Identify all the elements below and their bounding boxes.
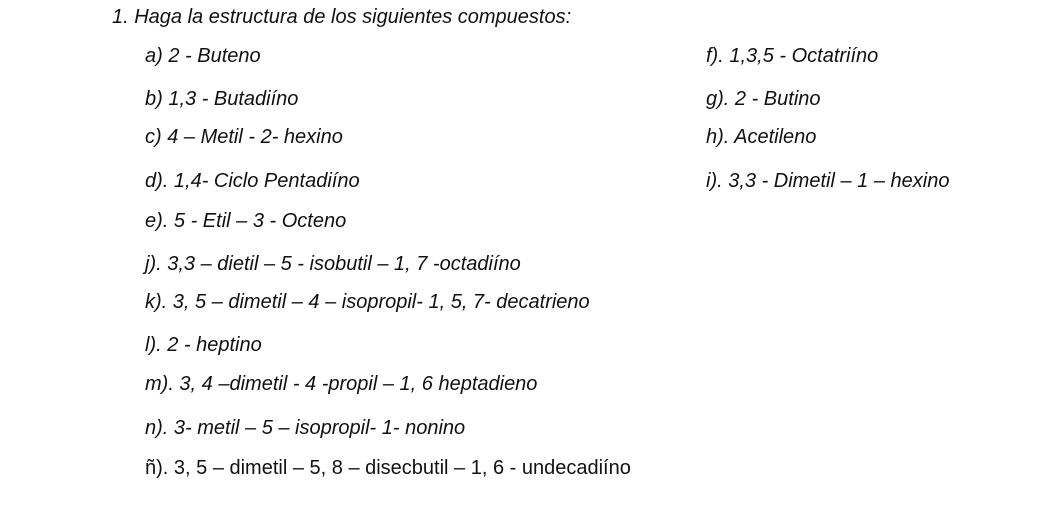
compound-item-b: b) 1,3 - Butadiíno (145, 88, 299, 110)
compound-item-j: j). 3,3 – dietil – 5 - isobutil – 1, 7 -octadiíno (145, 253, 521, 275)
compound-item-l: l). 2 - heptino (145, 334, 262, 356)
compound-item-c: c) 4 – Metil - 2- hexino (145, 126, 343, 148)
compound-item-g: g). 2 - Butino (706, 88, 821, 110)
compound-item-n: n). 3- metil – 5 – isopropil- 1- nonino (145, 417, 466, 439)
exercise-heading: 1. Haga la estructura de los siguientes compuestos: (112, 6, 572, 28)
compound-item-f: f). 1,3,5 - Octatriíno (706, 45, 879, 67)
compound-item-d: d). 1,4- Ciclo Pentadiíno (145, 170, 360, 192)
compound-item-a: a) 2 - Buteno (145, 45, 261, 67)
compound-item-m: m). 3, 4 –dimetil - 4 -propil – 1, 6 heptadieno (145, 373, 538, 395)
compound-item-e: e). 5 - Etil – 3 - Octeno (145, 210, 347, 232)
compound-item-k: k). 3, 5 – dimetil – 4 – isopropil- 1, 5, 7- decatrieno (145, 291, 590, 313)
compound-item-i: i). 3,3 - Dimetil – 1 – hexino (706, 170, 950, 192)
compound-item-enye: ñ). 3, 5 – dimetil – 5, 8 – disecbutil – 1, 6 - undecadiíno (145, 457, 631, 479)
compound-item-h: h). Acetileno (706, 126, 817, 148)
